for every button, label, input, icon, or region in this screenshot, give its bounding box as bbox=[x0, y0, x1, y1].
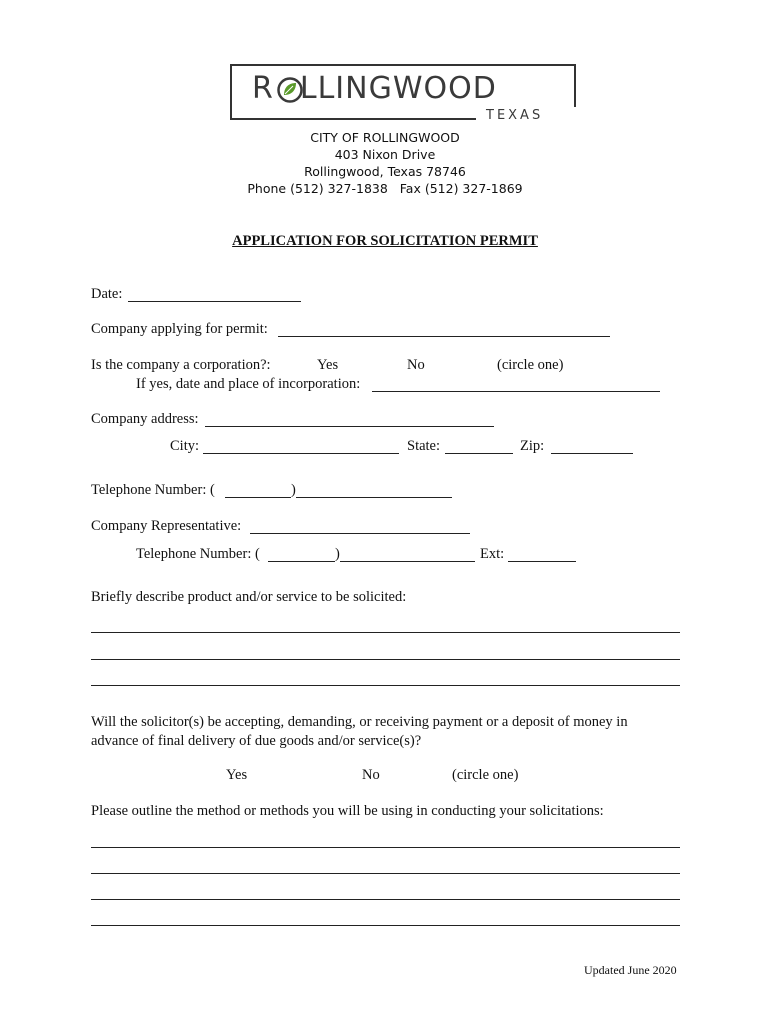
corporation-yes[interactable]: Yes bbox=[317, 357, 339, 373]
describe-line[interactable] bbox=[91, 632, 680, 633]
telephone-label: Telephone Number: ( bbox=[91, 482, 215, 498]
company-label: Company applying for permit: bbox=[91, 321, 268, 337]
describe-label: Briefly describe product and/or service to be solicited: bbox=[91, 589, 407, 605]
corporation-no[interactable]: No bbox=[407, 357, 425, 373]
methods-label: Please outline the method or methods you will be using in conducting your solicitations: bbox=[91, 803, 604, 819]
incorporation-field[interactable] bbox=[372, 391, 660, 392]
logo-letters-rest: LLINGWOOD bbox=[299, 71, 497, 106]
leaf-icon bbox=[277, 77, 303, 103]
telephone-number-field[interactable] bbox=[296, 497, 452, 498]
corporation-question: Is the company a corporation?: bbox=[91, 357, 271, 373]
form-title: APPLICATION FOR SOLICITATION PERMIT bbox=[232, 233, 538, 249]
city-field[interactable] bbox=[203, 453, 399, 454]
telephone-area-code-field[interactable] bbox=[225, 497, 291, 498]
logo-letter-r: R bbox=[252, 71, 274, 106]
methods-line[interactable] bbox=[91, 873, 680, 874]
city-label: City: bbox=[170, 438, 200, 454]
methods-line[interactable] bbox=[91, 899, 680, 900]
state-field[interactable] bbox=[445, 453, 513, 454]
methods-line[interactable] bbox=[91, 925, 680, 926]
payment-yes[interactable]: Yes bbox=[226, 767, 248, 783]
ext-label: Ext: bbox=[480, 546, 505, 562]
incorporation-label: If yes, date and place of incorporation: bbox=[136, 376, 361, 392]
address-label: Company address: bbox=[91, 411, 199, 427]
rep-telephone-paren-close: ) bbox=[335, 546, 340, 562]
address-field[interactable] bbox=[205, 426, 494, 427]
payment-question-line-1: Will the solicitor(s) be accepting, demanding, or receiving payment or a deposit of money in bbox=[91, 714, 628, 730]
rep-telephone-area-code-field[interactable] bbox=[268, 561, 335, 562]
zip-label: Zip: bbox=[520, 438, 545, 454]
representative-field[interactable] bbox=[250, 533, 470, 534]
rep-telephone-number-field[interactable] bbox=[340, 561, 475, 562]
date-field[interactable] bbox=[128, 301, 301, 302]
payment-circle-one: (circle one) bbox=[452, 767, 519, 783]
date-label: Date: bbox=[91, 286, 123, 302]
street-address: 403 Nixon Drive bbox=[334, 147, 436, 162]
address-block bbox=[0, 129, 770, 197]
telephone-paren-close: ) bbox=[291, 482, 296, 498]
city-name: CITY OF ROLLINGWOOD bbox=[310, 130, 460, 145]
describe-line[interactable] bbox=[91, 659, 680, 660]
corporation-circle-one: (circle one) bbox=[497, 357, 564, 373]
describe-line[interactable] bbox=[91, 685, 680, 686]
ext-field[interactable] bbox=[508, 561, 576, 562]
phone-fax: Phone (512) 327-1838 Fax (512) 327-1869 bbox=[247, 181, 523, 196]
company-field[interactable] bbox=[278, 336, 610, 337]
payment-question-line-2: advance of final delivery of due goods and/or service(s)? bbox=[91, 733, 422, 749]
methods-line[interactable] bbox=[91, 847, 680, 848]
representative-label: Company Representative: bbox=[91, 518, 242, 534]
state-label: State: bbox=[407, 438, 441, 454]
updated-date: Updated June 2020 bbox=[584, 963, 677, 977]
zip-field[interactable] bbox=[551, 453, 633, 454]
city-state-zip: Rollingwood, Texas 78746 bbox=[304, 164, 466, 179]
logo-subtitle: TEXAS bbox=[486, 108, 544, 123]
rep-telephone-label: Telephone Number: ( bbox=[136, 546, 260, 562]
payment-no[interactable]: No bbox=[362, 767, 380, 783]
